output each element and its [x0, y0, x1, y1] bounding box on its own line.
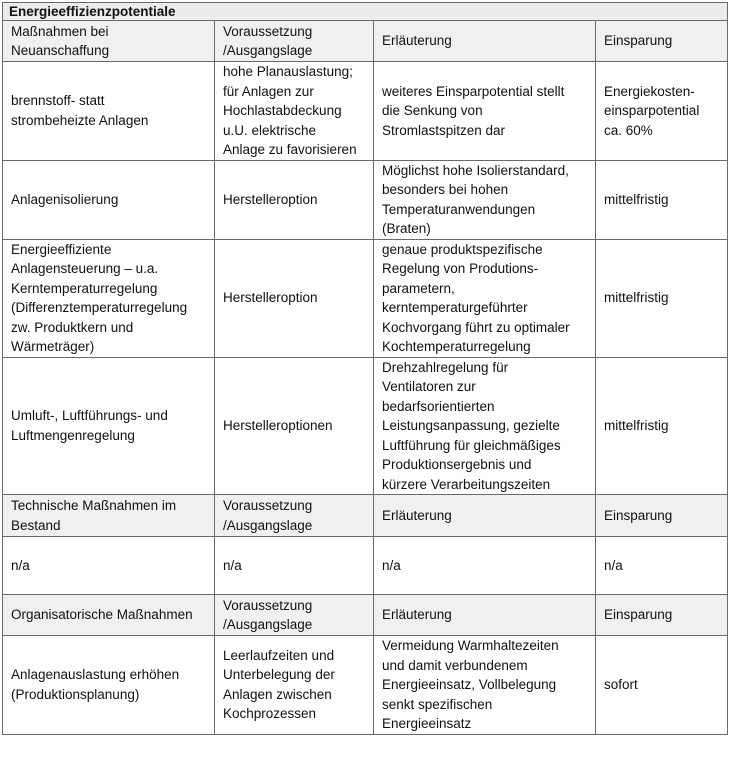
cell-savings: mittelfristig	[596, 160, 728, 239]
header-cell-measure: Maßnahmen bei Neuanschaffung	[3, 21, 215, 62]
cell-explanation: Vermeidung Warmhaltezeiten und damit verbundenem Energieeinsatz, Vollbelegung senkt spezifischen Energieeinsatz	[374, 636, 596, 735]
section-header-row	[3, 595, 728, 636]
cell-savings: sofort	[596, 636, 728, 735]
cell-explanation: Drehzahlregelung für Ventilatoren zur bedarfsorientierten Leistungsanpassung, gezielte Luftführung für gleichmäßiges Produktionsergebnis und kürzere Verarbeitungszeiten	[374, 357, 596, 495]
cell-measure: n/a	[3, 537, 215, 595]
cell-precondition: hohe Planauslastung; für Anlagen zur Hochlastabdeckung u.U. elektrische Anlage zu favorisieren	[215, 62, 374, 161]
header-cell-explanation: Erläuterung	[374, 495, 596, 537]
table-row	[3, 537, 728, 595]
section-header-row	[3, 21, 728, 62]
cell-savings: mittelfristig	[596, 357, 728, 495]
cell-explanation: genaue produktspezifische Regelung von Produtions- parametern, kerntemperaturgeführter Kochvorgang führt zu optimaler Kochtemperaturregelung	[374, 239, 596, 357]
header-cell-explanation: Erläuterung	[374, 21, 596, 62]
cell-explanation: weiteres Einsparpotential stellt die Senkung von Stromlastspitzen dar	[374, 62, 596, 161]
cell-explanation: n/a	[374, 537, 596, 595]
header-cell-precondition: Voraussetzung /Ausgangslage	[215, 595, 374, 636]
table-title-row	[3, 3, 728, 21]
table-row	[3, 357, 728, 495]
header-cell-precondition: Voraussetzung /Ausgangslage	[215, 495, 374, 537]
energy-efficiency-table	[2, 2, 728, 735]
cell-measure: brennstoff- statt strombeheizte Anlagen	[3, 62, 215, 161]
table-row	[3, 636, 728, 735]
header-cell-measure: Technische Maßnahmen im Bestand	[3, 495, 215, 537]
cell-precondition: Leerlaufzeiten und Unterbelegung der Anlagen zwischen Kochprozessen	[215, 636, 374, 735]
header-cell-explanation: Erläuterung	[374, 595, 596, 636]
cell-precondition: Herstelleroption	[215, 160, 374, 239]
cell-measure: Anlagenisolierung	[3, 160, 215, 239]
cell-measure: Umluft-, Luftführungs- und Luftmengenregelung	[3, 357, 215, 495]
cell-measure: Energieeffiziente Anlagensteuerung – u.a. Kerntemperaturregelung (Differenztemperaturregelung zw. Produktkern und Wärmeträger)	[3, 239, 215, 357]
cell-precondition: n/a	[215, 537, 374, 595]
header-cell-measure: Organisatorische Maßnahmen	[3, 595, 215, 636]
cell-measure: Anlagenauslastung erhöhen (Produktionsplanung)	[3, 636, 215, 735]
header-cell-savings: Einsparung	[596, 495, 728, 537]
cell-savings: n/a	[596, 537, 728, 595]
cell-precondition: Herstelleroptionen	[215, 357, 374, 495]
cell-explanation: Möglichst hohe Isolierstandard, besonders bei hohen Temperaturanwendungen (Braten)	[374, 160, 596, 239]
header-cell-savings: Einsparung	[596, 595, 728, 636]
cell-savings: Energiekosten- einsparpotential ca. 60%	[596, 62, 728, 161]
table-row	[3, 62, 728, 161]
cell-savings: mittelfristig	[596, 239, 728, 357]
table-row	[3, 160, 728, 239]
cell-precondition: Herstelleroption	[215, 239, 374, 357]
header-cell-precondition: Voraussetzung /Ausgangslage	[215, 21, 374, 62]
header-cell-savings: Einsparung	[596, 21, 728, 62]
section-header-row	[3, 495, 728, 537]
table-title: Energieeffizienzpotentiale	[3, 3, 728, 21]
table-row	[3, 239, 728, 357]
